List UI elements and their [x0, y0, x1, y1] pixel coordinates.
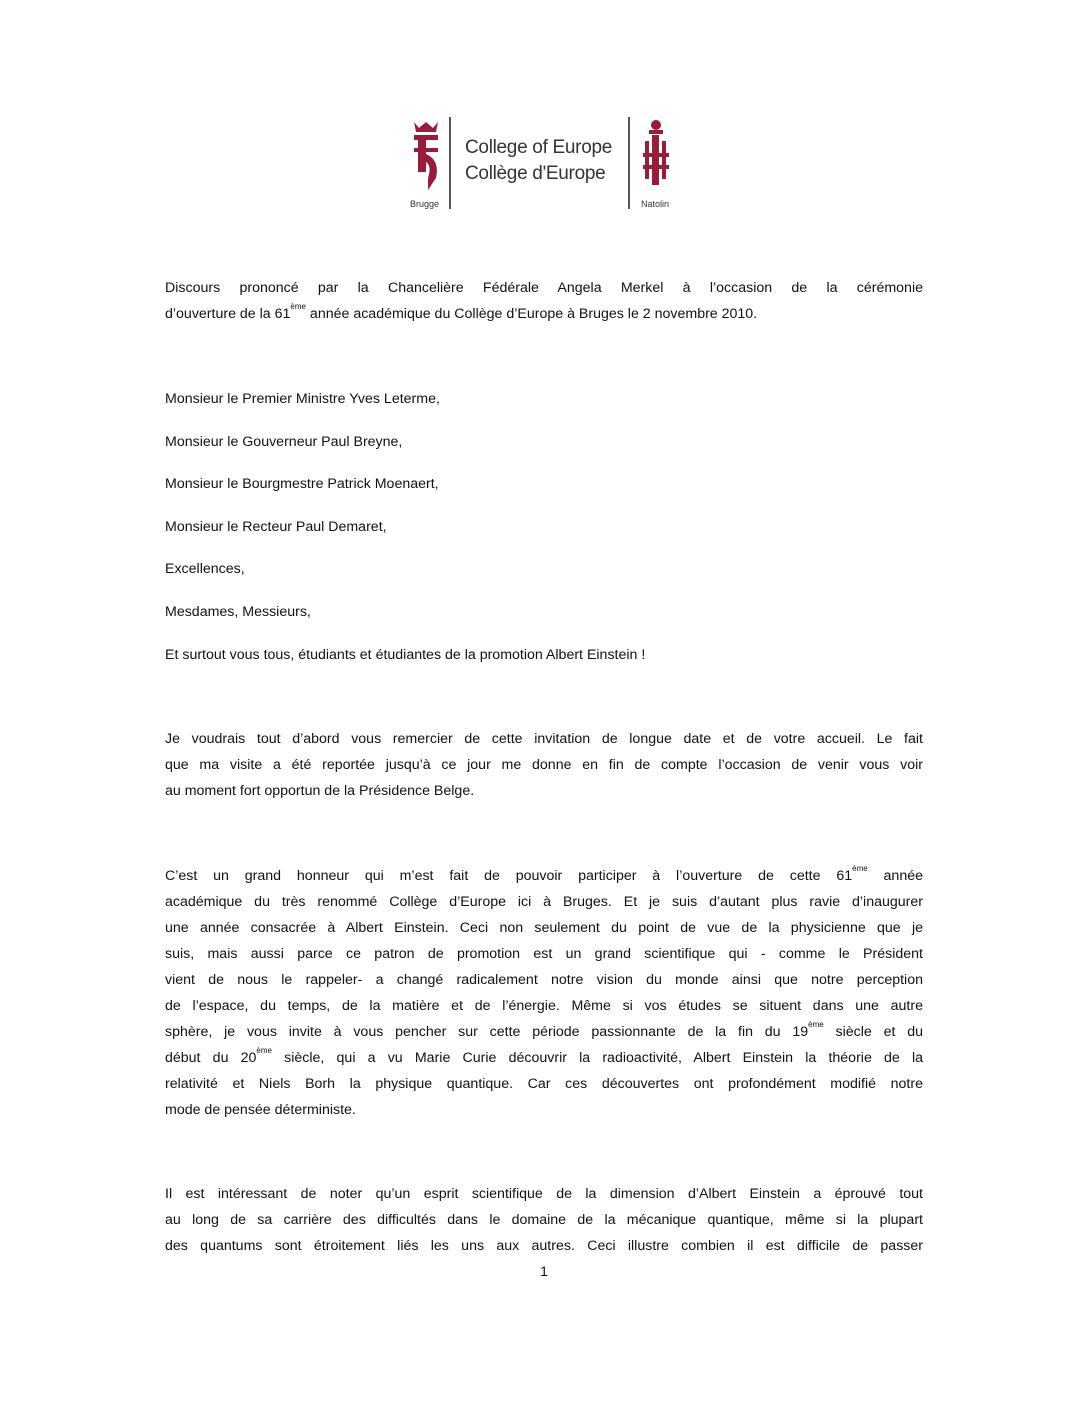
text-run: année académique du Collège d’Europe à Bruges le 2 novembre 2010. — [305, 306, 758, 322]
text-run: académique du très renommé Collège d’Europe ici à Bruges. Et je suis d’autant plus ravie d’inaugurer — [165, 894, 923, 910]
superscript: ème — [290, 302, 306, 311]
text-line — [165, 1045, 923, 1071]
superscript: ème — [256, 1046, 272, 1055]
text-line — [165, 967, 923, 993]
text-run: sphère, je vous invite à vous pencher sur cette période passionnante de la fin du 19 — [165, 1024, 809, 1040]
text-line — [165, 941, 923, 967]
text-run: mode de pensée déterministe. — [165, 1102, 356, 1118]
text-run: vient de nous le rappeler- a changé radicalement notre vision du monde ainsi que notre perception — [165, 972, 923, 988]
text-run: suis, mais aussi parce ce patron de promotion est un grand scientifique qui - comme le Président — [165, 946, 923, 962]
text-line — [165, 1207, 923, 1233]
text-line — [165, 301, 923, 327]
text-run: C’est un grand honneur qui m’est fait de pouvoir participer à l’ouverture de cette 61 — [165, 868, 853, 884]
text-line — [165, 275, 923, 301]
text-run: Il est intéressant de noter qu’un esprit scientifique de la dimension d’Albert Einstein a éprouvé tout — [165, 1186, 923, 1202]
logo-line-english: College of Europe — [465, 137, 613, 158]
superscript: ème — [852, 864, 868, 873]
text-line — [165, 1181, 923, 1207]
salutation-line: Monsieur le Bourgmestre Patrick Moenaert, — [165, 476, 439, 493]
superscript: ème — [808, 1020, 824, 1029]
salutation-line: Excellences, — [165, 561, 245, 578]
text-line — [165, 726, 923, 752]
text-run: siècle, qui a vu Marie Curie découvrir la radioactivité, Albert Einstein la théorie de la — [271, 1050, 924, 1066]
text-run: siècle et du — [823, 1024, 924, 1040]
text-line — [165, 915, 923, 941]
salutation-line: Monsieur le Recteur Paul Demaret, — [165, 518, 387, 535]
logo-line-french: Collège d'Europe — [465, 163, 606, 184]
paragraph-3 — [165, 1181, 923, 1259]
campus-left-label: Brugge — [410, 199, 440, 209]
page-number: 1 — [540, 1263, 548, 1279]
text-line — [165, 863, 923, 889]
text-line — [165, 993, 923, 1019]
text-run: début du 20 — [165, 1050, 257, 1066]
text-run: des quantums sont étroitement liés les uns aux autres. Ceci illustre combien il est difficile de passer — [165, 1238, 923, 1254]
paragraph-2 — [165, 863, 923, 1123]
salutation-line: Mesdames, Messieurs, — [165, 603, 311, 620]
text-line — [165, 778, 923, 804]
salutations — [165, 386, 923, 684]
text-line — [165, 1233, 923, 1259]
text-run: de l’espace, du temps, de la matière et de l’énergie. Même si vos études se situent dans une autre — [165, 998, 923, 1014]
paragraph-1 — [165, 726, 923, 804]
text-run: Je voudrais tout d’abord vous remercier de cette invitation de longue date et de votre accueil. Le fait — [165, 731, 923, 747]
text-run: que ma visite a été reportée jusqu’à ce jour me donne en fin de compte l’occasion de venir vous voir — [165, 757, 923, 773]
text-run: année — [867, 868, 923, 884]
salutation-line: Monsieur le Gouverneur Paul Breyne, — [165, 433, 403, 450]
text-run: Discours prononcé par la Chancelière Fédérale Angela Merkel à l’occasion de la cérémonie — [165, 280, 923, 296]
intro-paragraph — [165, 275, 923, 327]
brugge-emblem-icon — [410, 120, 442, 192]
text-line — [165, 752, 923, 778]
text-run: au long de sa carrière des difficultés dans le domaine de la mécanique quantique, même si la plupart — [165, 1212, 923, 1228]
text-line — [165, 1097, 923, 1123]
text-line — [165, 889, 923, 915]
salutation-line: Et surtout vous tous, étudiants et étudiantes de la promotion Albert Einstein ! — [165, 646, 646, 663]
campus-right-label: Natolin — [641, 199, 670, 209]
text-run: relativité et Niels Borh la physique quantique. Car ces découvertes ont profondément modifié notre — [165, 1076, 923, 1092]
text-run: une année consacrée à Albert Einstein. Ceci non seulement du point de vue de la physicienne que je — [165, 920, 923, 936]
college-of-europe-logo — [405, 115, 685, 215]
natolin-emblem-icon — [641, 119, 671, 191]
salutation-line: Monsieur le Premier Ministre Yves Leterme, — [165, 391, 440, 407]
text-run: au moment fort opportun de la Présidence Belge. — [165, 783, 475, 799]
text-line — [165, 1019, 923, 1045]
text-line — [165, 1071, 923, 1097]
divider — [628, 117, 630, 209]
divider — [449, 117, 451, 209]
text-run: d’ouverture de la 61 — [165, 306, 291, 322]
